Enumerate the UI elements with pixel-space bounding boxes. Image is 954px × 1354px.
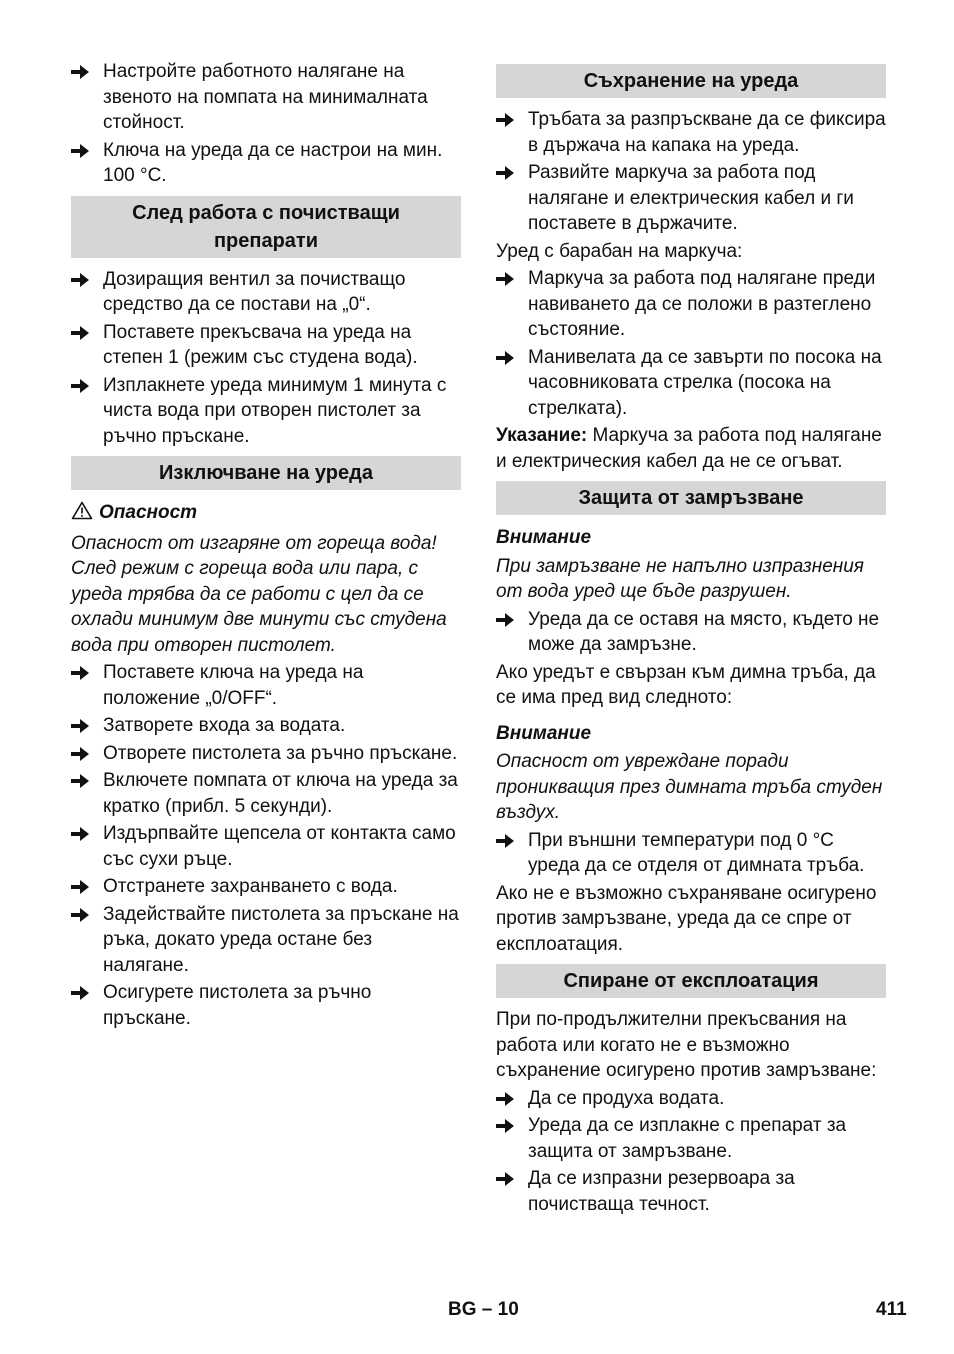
list-item: Ключа на уреда да се настрои на мин. 100 °C. bbox=[71, 138, 461, 189]
arrow-right-icon bbox=[496, 834, 514, 848]
attention-label: Внимание bbox=[496, 527, 592, 548]
arrow-right-icon bbox=[71, 880, 89, 894]
list-item: Осигурете пистолета за ръчно пръскане. bbox=[71, 980, 461, 1031]
danger-label: Опасност bbox=[99, 502, 198, 523]
list-item: Тръбата за разпръскване да се фиксира в държача на капака на уреда. bbox=[496, 107, 886, 158]
arrow-right-icon bbox=[496, 166, 514, 180]
arrow-right-icon bbox=[71, 379, 89, 393]
list-item: Да се изпразни резервоара за почистваща течност. bbox=[496, 1166, 886, 1217]
list-item: Издърпвайте щепсела от контакта само със сухи ръце. bbox=[71, 821, 461, 872]
note bbox=[496, 423, 886, 474]
list-item: Маркуча за работа под налягане преди навиването да се положи в разтеглено състояние. bbox=[496, 266, 886, 343]
list-item: Изплакнете уреда минимум 1 минута с чиста вода при отворен пистолет за ръчно пръскане. bbox=[71, 373, 461, 450]
arrow-right-icon bbox=[71, 986, 89, 1000]
list-item: Развийте маркуча за работа под налягане и електрическия кабел и ги поставете в държачите. bbox=[496, 160, 886, 237]
section-heading-decommission: Спиране от експлоатация bbox=[496, 964, 886, 998]
footer-label: BG – 10 bbox=[448, 1299, 519, 1320]
arrow-right-icon bbox=[71, 666, 89, 680]
warning-triangle-icon bbox=[71, 501, 93, 528]
arrow-right-icon bbox=[496, 113, 514, 127]
page-number: 411 bbox=[876, 1299, 907, 1320]
list-item: Манивелата да се завърти по посока на часовниковата стрелка (посока на стрелката). bbox=[496, 345, 886, 422]
arrow-right-icon bbox=[496, 1092, 514, 1106]
arrow-right-icon bbox=[496, 613, 514, 627]
arrow-right-icon bbox=[496, 1119, 514, 1133]
attention-text: При замръзване не напълно изпразнения от вода уред ще бъде разрушен. bbox=[496, 555, 864, 602]
arrow-right-icon bbox=[71, 774, 89, 788]
list-item: Уреда да се изплакне с препарат за защита от замръзване. bbox=[496, 1113, 886, 1164]
section-heading-switch-off: Изключване на уреда bbox=[71, 456, 461, 490]
danger-heading bbox=[71, 500, 461, 528]
list-item: Отстранете захранването с вода. bbox=[71, 874, 461, 900]
arrow-right-icon bbox=[71, 827, 89, 841]
list-item: Настройте работното налягане на звеното на помпата на минималната стойност. bbox=[71, 59, 461, 136]
list-item: При външни температури под 0 °C уреда да се отделя от димната тръба. bbox=[496, 828, 886, 879]
list-item: Поставете прекъсвача на уреда на степен 1 (режим със студена вода). bbox=[71, 320, 461, 371]
arrow-right-icon bbox=[71, 326, 89, 340]
list-item: Поставете ключа на уреда на положение „0/OFF“. bbox=[71, 660, 461, 711]
arrow-right-icon bbox=[496, 272, 514, 286]
note-label: Указание: bbox=[496, 425, 588, 446]
reel-label: Уред с барабан на маркуча: bbox=[496, 240, 743, 262]
section-heading-storage: Съхранение на уреда bbox=[496, 64, 886, 98]
arrow-right-icon bbox=[71, 273, 89, 287]
danger-text: Опасност от изгаряне от гореща вода! След режим с гореща вода или пара, с уреда трябва да се работи с цел да се охлади минимум две минути със студена вода при отворен пистолет. bbox=[71, 532, 447, 656]
decommission-intro: При по-продължителни прекъсвания на работа или когато не е възможно съхранение осигурено против замръзване: bbox=[496, 1009, 877, 1081]
arrow-right-icon bbox=[71, 719, 89, 733]
list-item: Отворете пистолета за ръчно пръскане. bbox=[71, 741, 461, 767]
list-item: Уреда да се оставя на място, където не може да замръзне. bbox=[496, 607, 886, 658]
list-item: Включете помпата от ключа на уреда за кратко (прибл. 5 секунди). bbox=[71, 768, 461, 819]
list-item: Дозиращия вентил за почистващо средство да се постави на „0“. bbox=[71, 267, 461, 318]
attention-text: Опасност от увреждане поради проникващия през димната тръба студен въздух. bbox=[496, 751, 883, 823]
section-heading-frost: Защита от замръзване bbox=[496, 481, 886, 515]
list-item: Задействайте пистолета за пръскане на ръка, докато уреда остане без налягане. bbox=[71, 902, 461, 979]
attention-label: Внимание bbox=[496, 722, 592, 744]
arrow-right-icon bbox=[71, 908, 89, 922]
list-item: Затворете входа за водата. bbox=[71, 713, 461, 739]
arrow-right-icon bbox=[496, 1172, 514, 1186]
closing-text: Ако не е възможно съхраняване осигурено против замръзване, уреда да се спре от експлоатация. bbox=[496, 882, 877, 955]
right-column bbox=[496, 59, 886, 1219]
section-heading-after-cleaning: След работа с почистващи препарати bbox=[71, 196, 461, 258]
arrow-right-icon bbox=[496, 351, 514, 365]
left-column bbox=[71, 59, 461, 1033]
list-item: Да се продуха водата. bbox=[496, 1086, 886, 1112]
note-text: Маркуча за работа под налягане и електрическия кабел да не се огъват. bbox=[496, 425, 882, 472]
chimney-text: Ако уредът е свързан към димна тръба, да се има пред вид следното: bbox=[496, 661, 876, 708]
arrow-right-icon bbox=[71, 747, 89, 761]
arrow-right-icon bbox=[71, 144, 89, 158]
arrow-right-icon bbox=[71, 65, 89, 79]
